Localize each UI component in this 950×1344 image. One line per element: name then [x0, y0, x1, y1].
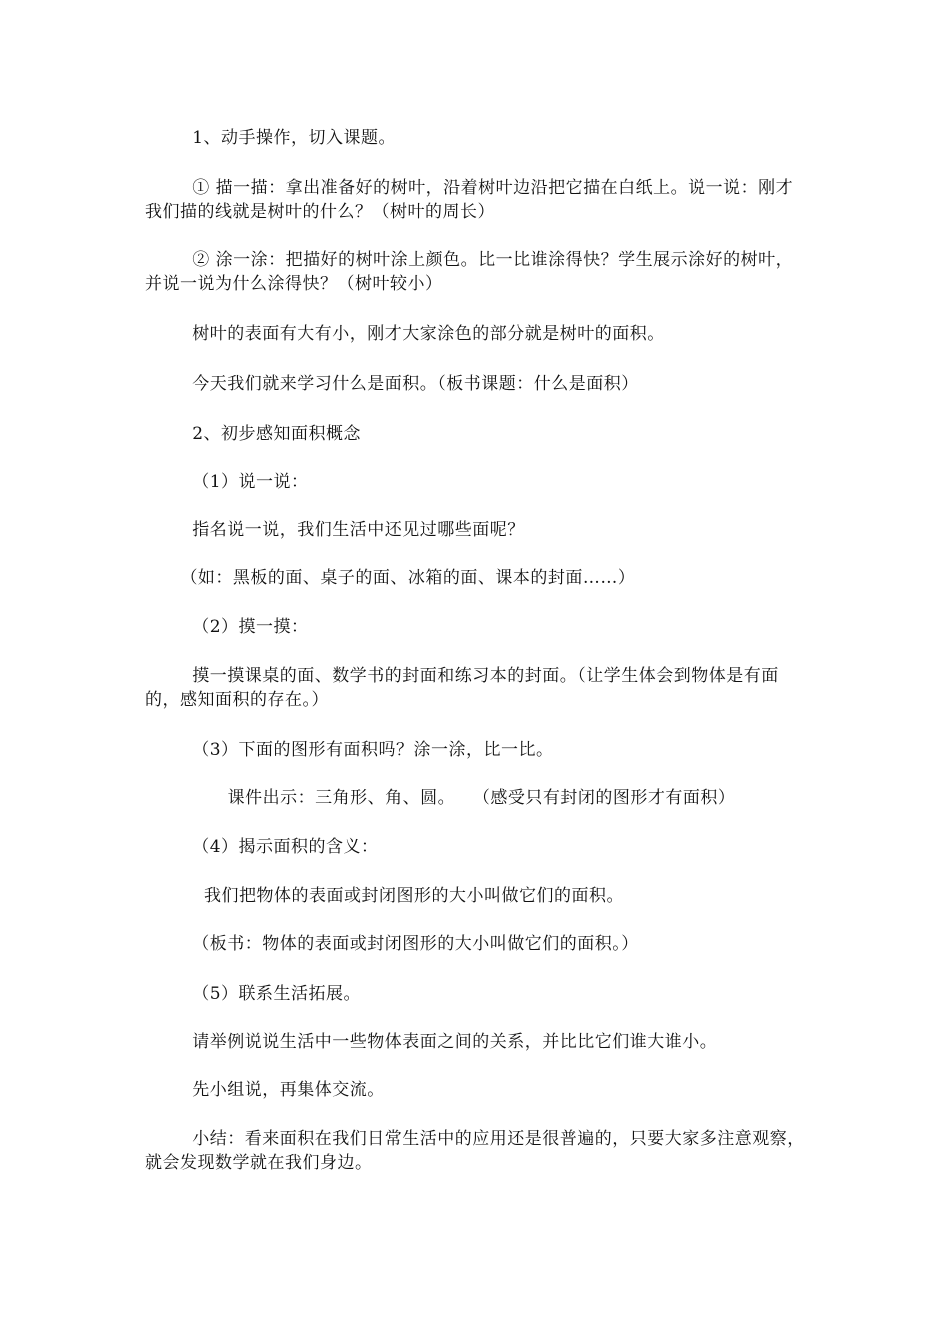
paragraph-step-3-courseware: 课件出示：三角形、角、圆。 （感受只有封闭的图形才有面积） — [145, 788, 736, 808]
paragraph-step-3-heading: （3）下面的图形有面积吗？涂一涂，比一比。 — [145, 740, 554, 760]
paragraph-board-writing: （板书：物体的表面或封闭图形的大小叫做它们的面积。） — [145, 934, 639, 954]
paragraph-step-1-prompt: 指名说一说，我们生活中还见过哪些面呢？ — [145, 520, 525, 540]
paragraph-section-2-heading: 2、初步感知面积概念 — [145, 424, 362, 444]
paragraph-trace-activity: ① 描一描：拿出准备好的树叶，沿着树叶边沿把它描在白纸上。说一说：刚才我们描的线就是树叶的什么？（树叶的周长） — [145, 178, 794, 222]
paragraph-section-1-heading: 1、动手操作，切入课题。 — [145, 128, 397, 148]
paragraph-lesson-topic: 今天我们就来学习什么是面积。（板书课题：什么是面积） — [145, 374, 639, 394]
paragraph-leaf-area: 树叶的表面有大有小，刚才大家涂色的部分就是树叶的面积。 — [145, 324, 665, 344]
paragraph-summary: 小结：看来面积在我们日常生活中的应用还是很普遍的，只要大家多注意观察，就会发现数学就在我们身边。 — [145, 1129, 805, 1173]
paragraph-step-2-heading: （2）摸一摸： — [145, 617, 309, 637]
paragraph-group-discussion: 先小组说，再集体交流。 — [145, 1080, 385, 1100]
paragraph-step-2-body: 摸一摸课桌的面、数学书的封面和练习本的封面。（让学生体会到物体是有面的，感知面积的存在。） — [145, 666, 779, 710]
paragraph-step-5-heading: （5）联系生活拓展。 — [145, 984, 362, 1004]
paragraph-step-1-examples: （如：黑板的面、桌子的面、冰箱的面、课本的封面……） — [145, 568, 636, 588]
paragraph-color-activity: ② 涂一涂：把描好的树叶涂上颜色。比一比谁涂得快？学生展示涂好的树叶，并说一说为什么涂得快？（树叶较小） — [145, 250, 794, 294]
paragraph-step-5-prompt: 请举例说说生活中一些物体表面之间的关系，并比比它们谁大谁小。 — [145, 1032, 718, 1052]
paragraph-step-4-heading: （4）揭示面积的含义： — [145, 837, 379, 857]
paragraph-step-1-heading: （1）说一说： — [145, 472, 309, 492]
paragraph-area-definition: 我们把物体的表面或封闭图形的大小叫做它们的面积。 — [145, 886, 625, 906]
